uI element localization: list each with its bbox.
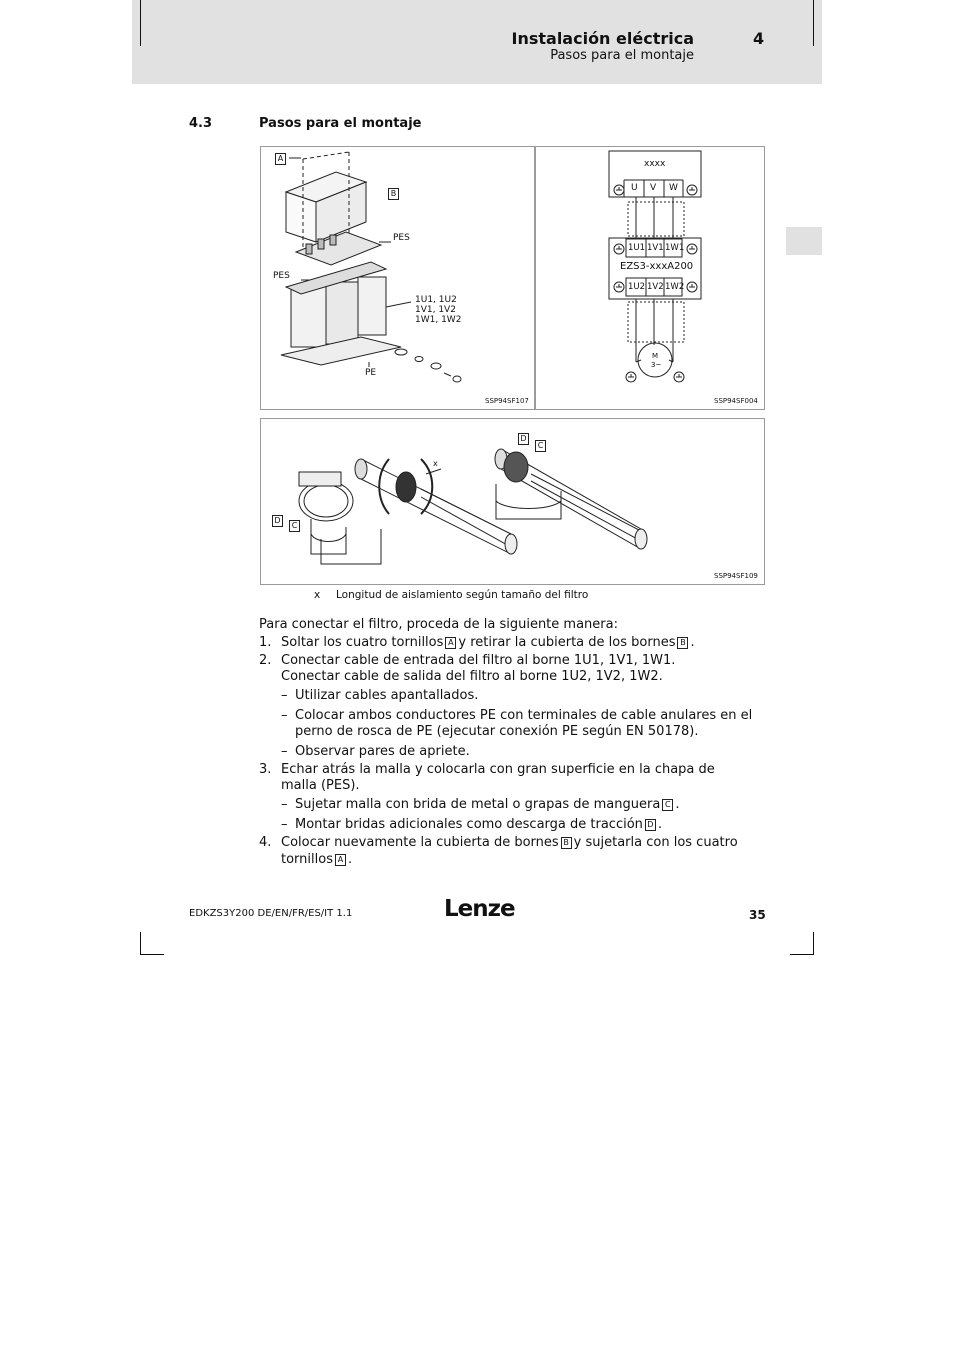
- drive-label: xxxx: [644, 159, 666, 169]
- step-3-line-2: malla (PES).: [281, 778, 360, 793]
- label-terminals-1: 1U1, 1U2: [415, 295, 457, 305]
- step-2-sub-2-line-2: perno de rosca de PE (ejecutar conexión PE según EN 50178).: [295, 724, 699, 739]
- insulation-length-mark: x: [433, 459, 438, 468]
- filter-terminal-1w1: 1W1: [665, 243, 685, 253]
- step-3-line-1: Echar atrás la malla y colocarla con gran superficie en la chapa de: [281, 762, 715, 777]
- step-4-line-2: tornillos A .: [281, 852, 353, 867]
- page-number: 35: [749, 908, 766, 922]
- filter-terminal-1v2: 1V2: [647, 282, 664, 292]
- bullet-dash: –: [281, 744, 288, 759]
- bullet-dash: –: [281, 797, 288, 812]
- crop-mark: [813, 0, 814, 46]
- step-3-sub-2: Montar bridas adicionales como descarga de tracción D .: [295, 817, 663, 832]
- step-number: 3.: [259, 762, 272, 777]
- crop-mark: [140, 932, 141, 955]
- figure-label-b: B: [388, 188, 399, 200]
- crop-mark: [813, 932, 814, 955]
- filter-terminal-1v1: 1V1: [647, 243, 664, 253]
- label-pe: PE: [365, 368, 377, 378]
- step-2-sub-1: Utilizar cables apantallados.: [295, 688, 479, 703]
- step-2-line-1: Conectar cable de entrada del filtro al borne 1U1, 1V1, 1W1.: [281, 653, 676, 668]
- drive-terminal-u: U: [631, 183, 638, 193]
- crop-mark: [140, 0, 141, 46]
- label-terminals-3: 1W1, 1W2: [415, 315, 462, 325]
- label-pes-top: PES: [393, 233, 410, 243]
- filter-assembly-drawing: [261, 147, 534, 409]
- lenze-logo: Lenze: [444, 896, 515, 922]
- filter-terminal-1u1: 1U1: [628, 243, 646, 253]
- step-number: 1.: [259, 635, 272, 650]
- legend-symbol: x: [314, 589, 321, 601]
- chapter-side-tab: [786, 227, 822, 255]
- step-2-line-2: Conectar cable de salida del filtro al borne 1U2, 1V2, 1W2.: [281, 669, 663, 684]
- crop-mark: [140, 954, 164, 955]
- figure-shield-connection: [260, 418, 765, 585]
- motor-phase: 3~: [651, 361, 662, 369]
- filter-terminal-1w2: 1W2: [665, 282, 685, 292]
- chapter-title: Instalación eléctrica: [511, 29, 694, 48]
- motor-label: M: [652, 352, 659, 360]
- drive-terminal-v: V: [650, 183, 657, 193]
- figure-label-d: D: [272, 515, 283, 527]
- figure-code: SSP94SF107: [485, 397, 529, 405]
- chapter-number: 4: [753, 29, 765, 48]
- ref-a: A: [445, 637, 456, 649]
- ref-b: B: [677, 637, 688, 649]
- step-number: 2.: [259, 653, 272, 668]
- bullet-dash: –: [281, 817, 288, 832]
- figure-label-a: A: [275, 153, 286, 165]
- figure-code: SSP94SF109: [714, 572, 758, 580]
- intro-text: Para conectar el filtro, proceda de la siguiente manera:: [259, 617, 618, 632]
- step-number: 4.: [259, 835, 272, 850]
- label-terminals-2: 1V1, 1V2: [415, 305, 456, 315]
- step-2-sub-2-line-1: Colocar ambos conductores PE con terminales de cable anulares en el: [295, 708, 753, 723]
- step-3-sub-1: Sujetar malla con brida de metal o grapas de manguera C .: [295, 797, 680, 812]
- figure-label-c: C: [535, 440, 546, 452]
- section-title: Pasos para el montaje: [259, 116, 422, 131]
- figure-label-c: C: [289, 520, 300, 532]
- section-number: 4.3: [189, 116, 213, 131]
- step-1: Soltar los cuatro tornillos A y retirar la cubierta de los bornes B .: [281, 635, 695, 650]
- filter-model: EZS3-xxxA200: [620, 261, 694, 272]
- figure-filter-assembly: [260, 146, 535, 410]
- shield-connection-drawing: [261, 419, 764, 584]
- figure-code: SSP94SF004: [714, 397, 758, 405]
- document-code: EDKZS3Y200 DE/EN/FR/ES/IT 1.1: [189, 908, 353, 919]
- crop-mark: [790, 954, 814, 955]
- figure-label-d: D: [518, 433, 529, 445]
- ref-c: C: [662, 799, 673, 811]
- legend-text: Longitud de aislamiento según tamaño del filtro: [336, 589, 589, 601]
- step-4-line-1: Colocar nuevamente la cubierta de bornes B y sujetarla con los cuatro: [281, 835, 738, 850]
- step-2-sub-3: Observar pares de apriete.: [295, 744, 470, 759]
- chapter-subtitle: Pasos para el montaje: [550, 48, 694, 63]
- ref-a: A: [335, 854, 346, 866]
- bullet-dash: –: [281, 708, 288, 723]
- bullet-dash: –: [281, 688, 288, 703]
- drive-terminal-w: W: [669, 183, 678, 193]
- figure-wiring-diagram: [535, 146, 765, 410]
- filter-terminal-1u2: 1U2: [628, 282, 646, 292]
- header-band: [132, 0, 822, 84]
- label-pes-left: PES: [273, 271, 290, 281]
- ref-b: B: [561, 837, 572, 849]
- ref-d: D: [645, 819, 656, 831]
